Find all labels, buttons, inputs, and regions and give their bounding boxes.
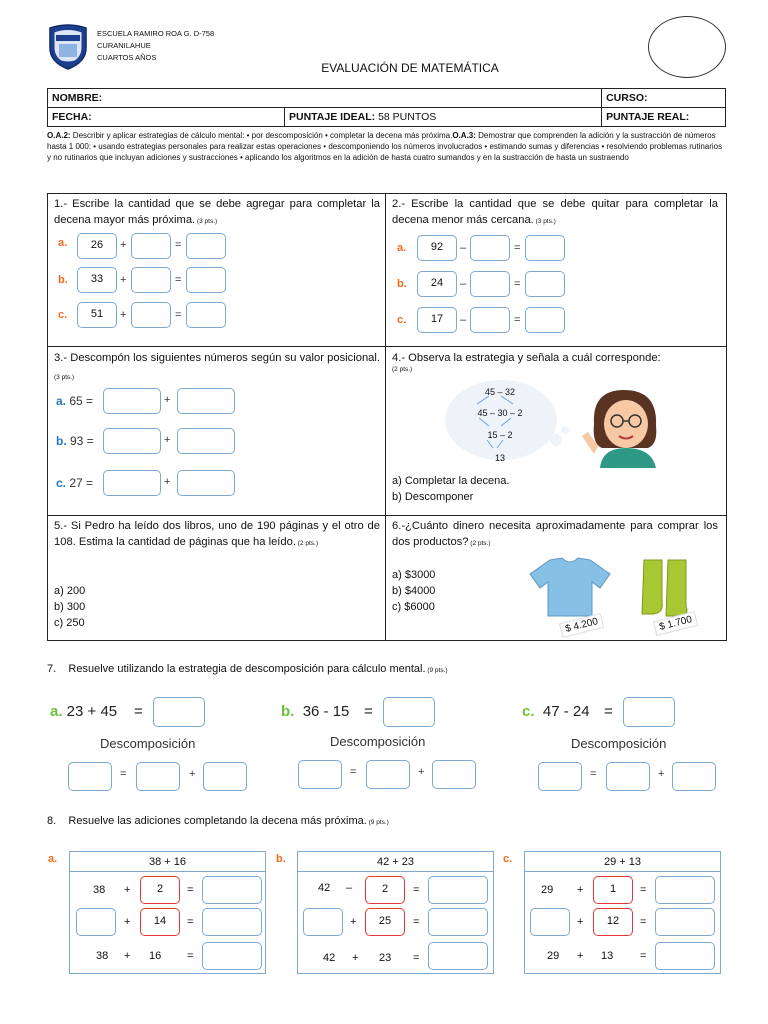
q6-statement: [392, 518, 718, 552]
q8-c-r3-num2: 13: [601, 950, 614, 962]
q1-a-plus: +: [120, 239, 127, 251]
q7-c-total-box[interactable]: [538, 762, 582, 791]
q8-a-r3-op: +: [124, 950, 131, 962]
q8-c-r1-result[interactable]: [655, 876, 715, 904]
q2-a-minus: –: [460, 242, 467, 254]
oa3-label: O.A.3:: [452, 131, 476, 140]
q1-a-value: 26: [77, 233, 117, 259]
q3-a-expr: [56, 394, 93, 408]
q5-option-a[interactable]: a) 200: [54, 585, 86, 597]
q8-b-r2-result[interactable]: [428, 908, 488, 936]
curso-label: CURSO:: [606, 92, 648, 104]
q1-points: (3 pts.): [195, 218, 218, 225]
q2-c-equals: =: [514, 314, 521, 326]
q8-c-label: c.: [503, 853, 513, 865]
q7-b-eq2: =: [350, 766, 357, 778]
q2-statement: [392, 196, 718, 230]
q8-a-r1-result[interactable]: [202, 876, 262, 904]
q8-b-r3-num2: 23: [379, 952, 392, 964]
q3-c-number: 27 =: [66, 476, 94, 490]
q8-a-r1-op: +: [124, 884, 131, 896]
q6-option-a[interactable]: a) $3000: [392, 569, 436, 581]
q3-c-units-box[interactable]: [177, 470, 235, 496]
bubble-line-1: 45 – 32: [484, 387, 516, 397]
q8-a-r3-num1: 38: [96, 950, 109, 962]
q8-c-r1-complement: 1: [593, 876, 633, 904]
q2-a-answer-box[interactable]: [470, 235, 510, 261]
q8-a-label: a.: [48, 853, 58, 865]
q1-b-equals: =: [175, 274, 182, 286]
q8-b-r2-rest: 25: [365, 908, 405, 936]
q8-b-r2-first[interactable]: [303, 908, 343, 936]
q8-b-r1-result[interactable]: [428, 876, 488, 904]
q2-c-result-box[interactable]: [525, 307, 565, 333]
q8-a-operation: 38 + 16: [70, 852, 265, 872]
q3-a-tens-box[interactable]: [103, 388, 161, 414]
q3-a-units-box[interactable]: [177, 388, 235, 414]
q1-statement: [54, 196, 380, 230]
q7-number: 7.: [47, 663, 57, 675]
q8-a-r2-first[interactable]: [76, 908, 116, 936]
q8-b-r2-op: +: [350, 916, 357, 928]
q2-a-result-box[interactable]: [525, 235, 565, 261]
q8-c-r3-num1: 29: [547, 950, 560, 962]
q8-b-r3-num1: 42: [323, 952, 336, 964]
q8-heading: [47, 815, 389, 827]
q8-c-r3-op: +: [577, 950, 584, 962]
q3-a-label: a.: [56, 394, 67, 408]
q2-points: (3 pts.): [533, 218, 556, 225]
q3-a-number: 65 =: [66, 394, 94, 408]
q7-c-label: c.: [522, 703, 535, 720]
q8-b-r1-op: –: [346, 882, 353, 894]
q1-c-plus: +: [120, 309, 127, 321]
q8-c-r2-result[interactable]: [655, 908, 715, 936]
q8-b-r2-eq: =: [413, 916, 420, 928]
q7-b-result-box[interactable]: [383, 697, 435, 727]
q7-c-plus: +: [658, 768, 665, 780]
q7-b-expr: [281, 703, 349, 720]
q3-b-units-box[interactable]: [177, 428, 235, 454]
q8-c-operation: 29 + 13: [525, 852, 720, 872]
page-title: EVALUACIÓN DE MATEMÁTICA: [321, 61, 499, 75]
q2-row-c-label: c.: [397, 314, 407, 326]
q6-options: [392, 567, 435, 615]
puntaje-ideal-label: PUNTAJE IDEAL:: [289, 111, 376, 123]
q7-text: Resuelve utilizando la estrategia de descomposición para cálculo mental.: [68, 663, 426, 675]
q8-b-r3-result[interactable]: [428, 942, 488, 970]
q7-b-part2-box[interactable]: [432, 760, 476, 789]
puntaje-real-label: PUNTAJE REAL:: [606, 111, 690, 123]
q7-c-descomp-label: Descomposición: [571, 736, 667, 751]
q1-row-c-label: c.: [58, 309, 68, 321]
q7-c-result-box[interactable]: [623, 697, 675, 727]
q6-text: 6.-¿Cuánto dinero necesita aproximadamente para comprar los dos productos?: [392, 520, 718, 548]
q1-a-result-box[interactable]: [186, 233, 226, 259]
q7-b-part1-box[interactable]: [366, 760, 410, 789]
q3-statement: [54, 350, 380, 386]
q1-a-answer-box[interactable]: [131, 233, 171, 259]
q8-a-r2-eq: =: [187, 916, 194, 928]
q7-b-label: b.: [281, 703, 295, 720]
puntaje-ideal-field: [285, 108, 602, 127]
boots-price-tag: $ 1.700: [653, 611, 699, 636]
questions-grid: [47, 193, 727, 641]
q8-c-r1-op: +: [577, 884, 584, 896]
q6-option-b[interactable]: b) $4000: [392, 585, 436, 597]
q6-points: (2 pts.): [468, 540, 491, 547]
q1-c-value: 51: [77, 302, 117, 328]
grid-divider-vertical: [385, 194, 386, 640]
q7-b-equals: =: [364, 703, 373, 720]
q8-b-r1-complement: 2: [365, 876, 405, 904]
tshirt-illustration: [528, 556, 612, 620]
q1-b-plus: +: [120, 274, 127, 286]
nombre-label: NOMBRE:: [52, 92, 103, 104]
q2-a-value: 92: [417, 235, 457, 261]
q3-c-tens-box[interactable]: [103, 470, 161, 496]
q7-b-descomp-label: Descomposición: [330, 734, 426, 749]
q7-c-part2-box[interactable]: [672, 762, 716, 791]
q5-text: 5.- Si Pedro ha leído dos libros, uno de 190 páginas y el otro de 108. Estima la cantidad de páginas que ha leído.: [54, 520, 380, 548]
q7-c-part1-box[interactable]: [606, 762, 650, 791]
q5-options: [54, 583, 85, 631]
q1-row-a-label: a.: [58, 237, 68, 249]
fecha-field[interactable]: [48, 108, 285, 127]
q4-option-a[interactable]: a) Completar la decena.: [392, 475, 510, 487]
q7-b-total-box[interactable]: [298, 760, 342, 789]
q2-text: 2.- Escribe la cantidad que se debe quitar para completar la decena menor más cercana.: [392, 198, 718, 226]
q8-a-r1-num: 38: [93, 884, 106, 896]
q8-b-label: b.: [276, 853, 286, 865]
q4-text: 4.- Observa la estrategia y señala a cuál corresponde:: [392, 352, 661, 364]
school-info: [97, 28, 214, 64]
q5-statement: [54, 518, 380, 552]
q1-text: 1.- Escribe la cantidad que se debe agregar para completar la decena mayor más próxima.: [54, 198, 380, 226]
q7-c-eq2: =: [590, 768, 597, 780]
school-grade: CUARTOS AÑOS: [97, 53, 157, 62]
q7-b-text: 36 - 15: [302, 703, 350, 720]
shirt-price-tag: $ 4.200: [559, 613, 605, 638]
q8-a-r2-op: +: [124, 916, 131, 928]
q5-option-c[interactable]: c) 250: [54, 617, 85, 629]
q3-b-number: 93 =: [66, 434, 94, 448]
q7-a-result-box[interactable]: [153, 697, 205, 727]
q3-c-expr: [56, 476, 93, 490]
q2-c-value: 17: [417, 307, 457, 333]
q8-b-r1-eq: =: [413, 884, 420, 896]
q1-b-result-box[interactable]: [186, 267, 226, 293]
oa2-label: O.A.2:: [47, 131, 71, 140]
q8-c-r2-eq: =: [640, 916, 647, 928]
q8-b-operation: 42 + 23: [298, 852, 493, 872]
oa3-text: Demostrar que comprenden la adición y la sustracción de números hasta 1 000: • usando estrategias personales para realizar estas operaciones • descomponiendo los números involucrados • estimando sumas y diferencias • resolviendo problemas rutinarios y no rutinarios que incluyan adiciones y sustracciones • aplicando los algoritmos en la adición de hasta cuatro sumandos y en la sustracción de hasta un sustraendo: [47, 131, 723, 162]
bubble-line-2: 45 – 30 – 2: [477, 408, 523, 418]
q7-a-text: 23 + 45: [62, 703, 118, 720]
q2-b-equals: =: [514, 278, 521, 290]
oa2-text: Describir y aplicar estrategias de cálculo mental: • por descomposición • completar la decena más próxima.: [70, 131, 453, 140]
q7-a-expr: [50, 703, 117, 720]
q1-b-value: 33: [77, 267, 117, 293]
q8-c-r3-result[interactable]: [655, 942, 715, 970]
q3-text: 3.- Descompón los siguientes números según su valor posicional.: [54, 352, 380, 364]
q3-a-plus: +: [164, 394, 171, 406]
q8-c-r2-rest: 12: [593, 908, 633, 936]
q8-b-r3-eq: =: [413, 952, 420, 964]
q8-c-r1-eq: =: [640, 884, 647, 896]
nombre-field[interactable]: [48, 89, 602, 108]
q8-a-r1-complement: 2: [140, 876, 180, 904]
q2-b-value: 24: [417, 271, 457, 297]
q8-a-r3-result[interactable]: [202, 942, 262, 970]
q3-c-plus: +: [164, 476, 171, 488]
q7-a-part1-box[interactable]: [136, 762, 180, 791]
q8-b-r3-op: +: [352, 952, 359, 964]
q8-a-r2-rest: 14: [140, 908, 180, 936]
q8-text: Resuelve las adiciones completando la decena más próxima.: [68, 815, 367, 827]
q4-statement: [392, 350, 722, 374]
q1-b-answer-box[interactable]: [131, 267, 171, 293]
q7-a-part2-box[interactable]: [203, 762, 247, 791]
learning-objectives: [47, 130, 727, 163]
q8-a-r3-eq: =: [187, 950, 194, 962]
school-city: CURANILAHUE: [97, 41, 151, 50]
puntaje-real-field[interactable]: [602, 108, 726, 127]
curso-field[interactable]: [602, 89, 726, 108]
q1-c-equals: =: [175, 309, 182, 321]
q7-c-text: 47 - 24: [542, 703, 590, 720]
q8-number: 8.: [47, 815, 57, 827]
q7-a-plus: +: [189, 768, 196, 780]
q7-heading: [47, 663, 448, 675]
q2-row-a-label: a.: [397, 242, 407, 254]
q8-c-r1-num: 29: [541, 884, 554, 896]
q8-points: (9 pts.): [366, 819, 389, 826]
q7-c-equals: =: [604, 703, 613, 720]
q8-a-r2-result[interactable]: [202, 908, 262, 936]
q1-c-answer-box[interactable]: [131, 302, 171, 328]
q4-options: [392, 473, 509, 505]
q8-c-r2-op: +: [577, 916, 584, 928]
q7-a-descomp-label: Descomposición: [100, 736, 196, 751]
q2-a-equals: =: [514, 242, 521, 254]
q2-c-minus: –: [460, 314, 467, 326]
q5-option-b[interactable]: b) 300: [54, 601, 86, 613]
q3-c-label: c.: [56, 476, 67, 490]
q2-c-answer-box[interactable]: [470, 307, 510, 333]
q7-a-label: a.: [50, 703, 63, 720]
q2-b-minus: –: [460, 278, 467, 290]
q8-b-r1-num: 42: [318, 882, 331, 894]
bubble-line-4: 13: [494, 453, 505, 463]
q1-c-result-box[interactable]: [186, 302, 226, 328]
q1-row-b-label: b.: [58, 274, 68, 286]
q2-b-result-box[interactable]: [525, 271, 565, 297]
q2-b-answer-box[interactable]: [470, 271, 510, 297]
q6-option-c[interactable]: c) $6000: [392, 601, 435, 613]
grid-divider-row1: [48, 346, 726, 347]
q7-a-equals: =: [134, 703, 143, 720]
q1-a-equals: =: [175, 239, 182, 251]
q8-c-r3-eq: =: [640, 950, 647, 962]
q4-points: (2 pts.): [392, 366, 413, 373]
q3-b-expr: [56, 434, 94, 448]
girl-illustration: [576, 384, 680, 468]
q3-b-tens-box[interactable]: [103, 428, 161, 454]
q7-points: (9 pts.): [425, 667, 448, 674]
fecha-label: FECHA:: [52, 111, 92, 123]
puntaje-ideal-value: 58 PUNTOS: [375, 111, 437, 123]
q8-a-r3-num2: 16: [149, 950, 162, 962]
q7-c-expr: [522, 703, 590, 720]
grid-divider-row2: [48, 515, 726, 516]
school-name: ESCUELA RAMIRO ROA G. D-758: [97, 29, 215, 38]
bubble-line-3: 15 – 2: [487, 430, 513, 440]
q8-c-r2-first[interactable]: [530, 908, 570, 936]
student-info-table: [47, 88, 726, 127]
q7-b-plus: +: [418, 766, 425, 778]
q4-option-b[interactable]: b) Descomponer: [392, 491, 474, 503]
q3-points: (3 pts.): [54, 374, 75, 381]
q3-b-plus: +: [164, 434, 171, 446]
q7-a-total-box[interactable]: [68, 762, 112, 791]
q3-b-label: b.: [56, 434, 67, 448]
q7-a-eq2: =: [120, 768, 127, 780]
q5-points: (2 pts.): [295, 540, 318, 547]
q8-a-r1-eq: =: [187, 884, 194, 896]
q2-row-b-label: b.: [397, 278, 407, 290]
